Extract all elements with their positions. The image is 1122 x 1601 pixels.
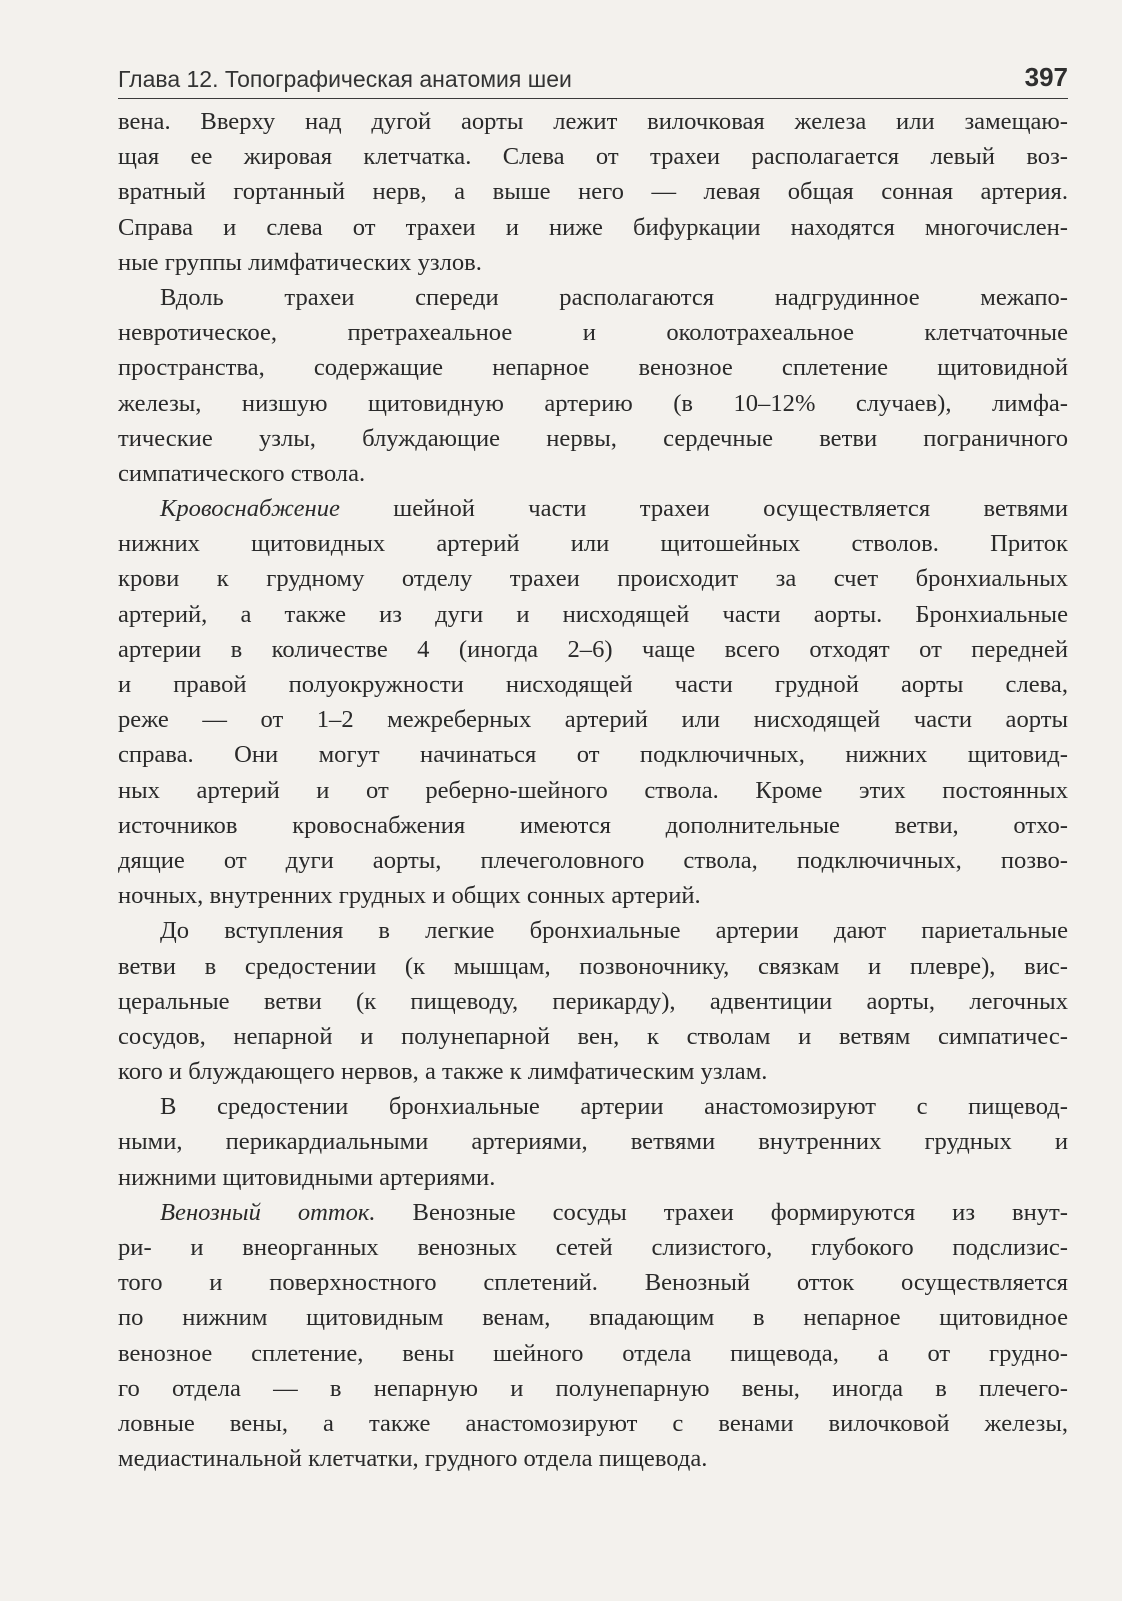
text-line: венозное сплетение, вены шейного отдела пищевода, а от грудно-: [118, 1339, 1068, 1367]
text-line: справа. Они могут начинаться от подключичных, нижних щитовид-: [118, 741, 1068, 769]
text-line: и правой полуокружности нисходящей части грудной аорты слева,: [118, 671, 1068, 698]
text-line: [118, 1195, 1068, 1230]
text-line: реже — от 1–2 межреберных артерий или нисходящей части аорты: [118, 706, 1068, 734]
text-line: нижними щитовидными артериями.: [118, 1163, 496, 1191]
body-text: [118, 104, 1068, 1476]
text-line: нижних щитовидных артерий или щитошейных стволов. Приток: [118, 530, 1068, 558]
text-line: До вступления в легкие бронхиальные артерии дают париетальные: [160, 917, 1068, 945]
text-line: кого и блуждающего нервов, а также к лимфатическим узлам.: [118, 1058, 768, 1086]
text-fragment: шейной части трахеи осуществляется ветвями: [339, 495, 1068, 523]
text-line: вена. Вверху над дугой аорты лежит вилочковая железа или замещаю-: [118, 108, 1068, 135]
text-line: тические узлы, блуждающие нервы, сердечные ветви пограничного: [118, 424, 1068, 452]
text-line: артерии в количестве 4 (иногда 2–6) чаще всего отходят от передней: [118, 635, 1068, 663]
text-line: ри- и внеорганных венозных сетей слизистого, глубокого подслизис-: [118, 1234, 1068, 1261]
text-line: по нижним щитовидным венам, впадающим в непарное щитовидное: [118, 1304, 1068, 1332]
text-line: дящие от дуги аорты, плечеголовного ствола, подключичных, позво-: [118, 846, 1068, 874]
text-line: железы, низшую щитовидную артерию (в 10–12% случаев), лимфа-: [118, 389, 1068, 417]
text-line: источников кровоснабжения имеются дополнительные ветви, отхо-: [118, 811, 1068, 839]
text-line: ловные вены, а также анастомозируют с венами вилочковой железы,: [118, 1409, 1068, 1437]
text-line: вратный гортанный нерв, а выше него — левая общая сонная артерия.: [118, 178, 1068, 206]
paragraph: [118, 491, 1068, 913]
paragraph: [118, 1089, 1068, 1195]
paragraph: [118, 913, 1068, 1089]
text-line: церальные ветви (к пищеводу, перикарду), адвентиции аорты, легочных: [118, 987, 1068, 1015]
text-line: медиастинальной клетчатки, грудного отдела пищевода.: [118, 1445, 708, 1473]
text-line: Вдоль трахеи спереди располагаются надгрудинное межапо-: [160, 283, 1068, 311]
text-line: ные группы лимфатических узлов.: [118, 248, 482, 276]
text-line: ными, перикардиальными артериями, ветвями внутренних грудных и: [118, 1128, 1068, 1156]
text-line: ных артерий и от реберно-шейного ствола. Кроме этих постоянных: [118, 776, 1068, 804]
text-line: ветви в средостении (к мышцам, позвоночнику, связкам и плевре), вис-: [118, 952, 1068, 980]
text-line: крови к грудному отделу трахеи происходит за счет бронхиальных: [118, 565, 1068, 593]
paragraph: [118, 1195, 1068, 1477]
text-line: артерий, а также из дуги и нисходящей части аорты. Бронхиальные: [118, 600, 1068, 628]
paragraph-lead-italic: Кровоснабжение: [160, 495, 340, 523]
text-line: симпатического ствола.: [118, 459, 366, 487]
page-header: [118, 58, 1068, 99]
text-line: пространства, содержащие непарное венозное сплетение щитовидной: [118, 354, 1068, 382]
paragraph-lead-italic: Венозный отток.: [160, 1198, 376, 1226]
text-line: щая ее жировая клетчатка. Слева от трахеи располагается левый воз-: [118, 143, 1068, 171]
page-number: 397: [1024, 62, 1068, 92]
text-line: Справа и слева от трахеи и ниже бифуркации находятся многочислен-: [118, 213, 1068, 241]
text-line: того и поверхностного сплетений. Венозный отток осуществляется: [118, 1269, 1068, 1297]
paragraph: [118, 280, 1068, 491]
text-line: го отдела — в непарную и полунепарную вены, иногда в плечего-: [118, 1374, 1068, 1402]
text-line: невротическое, претрахеальное и околотрахеальное клетчаточные: [118, 319, 1068, 347]
text-fragment: Венозные сосуды трахеи формируются из внут-: [375, 1198, 1068, 1226]
text-line: сосудов, непарной и полунепарной вен, к стволам и ветвям симпатичес-: [118, 1022, 1068, 1050]
running-title: Глава 12. Топографическая анатомия шеи: [118, 66, 572, 92]
paragraph: [118, 104, 1068, 280]
text-line: ночных, внутренних грудных и общих сонных артерий.: [118, 882, 701, 910]
text-line: [118, 491, 1068, 526]
text-line: В средостении бронхиальные артерии анастомозируют с пищевод-: [160, 1093, 1068, 1121]
